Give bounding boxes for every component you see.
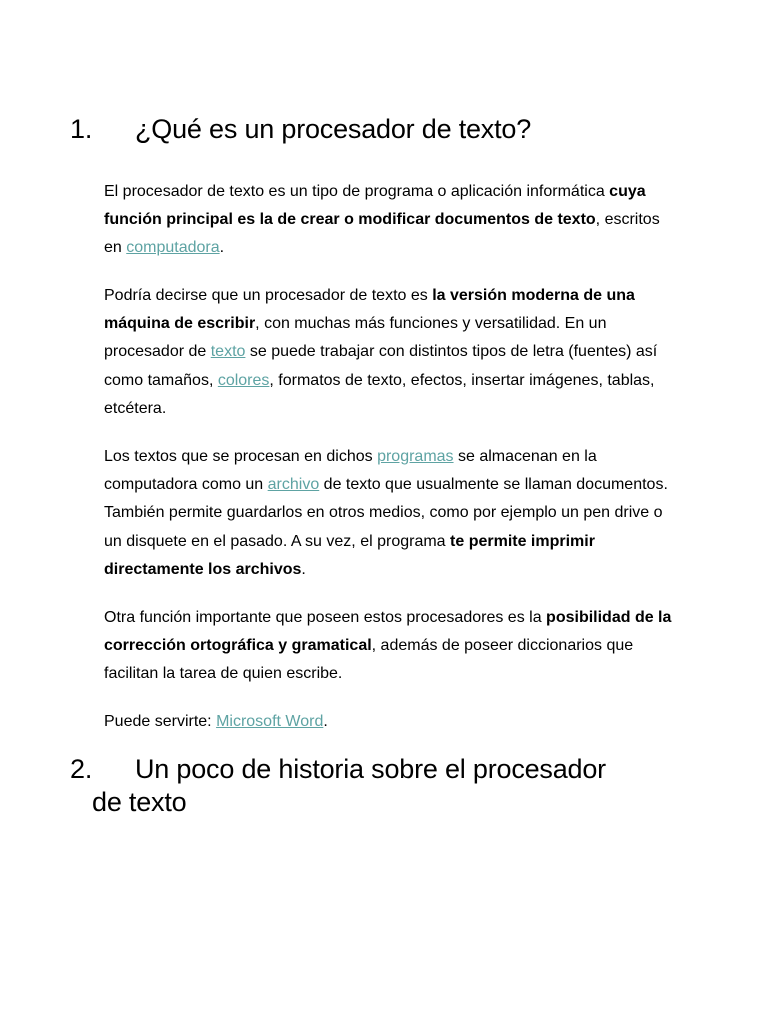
link-texto[interactable]: texto: [210, 343, 246, 361]
text-run: se puede trabajar con distintos tipos de letra (fuentes) así como tamaños,: [104, 343, 658, 389]
bold-run: la versión moderna de una máquina de escribir: [104, 287, 635, 333]
text-run: .: [219, 239, 225, 257]
link-programas[interactable]: programas: [377, 448, 454, 465]
text-run: Los textos que se procesan en dichos: [104, 448, 378, 465]
paragraph-spellcheck: [104, 604, 674, 689]
section-1-heading: [70, 114, 710, 145]
link-microsoft-word[interactable]: Microsoft Word: [216, 713, 324, 730]
section-2-number: 2.: [70, 754, 93, 784]
link-archivo[interactable]: archivo: [267, 476, 320, 494]
text-run: Otra función importante que poseen estos procesadores es la: [104, 609, 547, 626]
bold-run: posibilidad de la corrección ortográfica y gramatical: [104, 609, 672, 655]
section-2-heading: [70, 753, 710, 819]
text-run: , formatos de texto, efectos, insertar imágenes, tablas, etcétera.: [104, 371, 655, 417]
text-run: Puede servirte:: [104, 713, 217, 730]
section-1-title: ¿Qué es un procesador de texto?: [135, 114, 532, 144]
text-run: .: [301, 560, 306, 578]
text-run: se almacenan en la computadora como un: [104, 448, 597, 494]
text-run: , además de poseer diccionarios que facilitan la tarea de quien escribe.: [104, 637, 634, 683]
paragraph-typewriter: [104, 282, 674, 423]
text-run: El procesador de texto es un tipo de programa o aplicación informática: [104, 183, 610, 200]
link-colores[interactable]: colores: [217, 371, 270, 389]
bold-run: cuya función principal es la de crear o modificar documentos de texto: [104, 183, 646, 229]
section-1-number: 1.: [70, 114, 93, 144]
text-run: , con muchas más funciones y versatilidad. En un procesador de: [104, 315, 607, 361]
text-run: de texto que usualmente se llaman documentos. También permite guardarlos en otros medios, como por ejemplo un pen drive o un disquete en el pasado. A su vez, el programa: [104, 476, 668, 550]
paragraph-see-also: [104, 708, 674, 736]
text-run: .: [323, 713, 328, 730]
section-2-title-line-1: Un poco de historia sobre el procesador: [135, 754, 606, 784]
text-run: Podría decirse que un procesador de texto es: [104, 287, 433, 304]
section-2-title-line-2: de texto: [92, 787, 187, 817]
paragraph-storage: [104, 443, 674, 584]
paragraph-definition: [104, 178, 674, 263]
text-run: , escritos en: [104, 211, 660, 257]
link-computadora[interactable]: computadora: [126, 239, 220, 257]
bold-run: te permite imprimir directamente los archivos: [104, 532, 595, 578]
